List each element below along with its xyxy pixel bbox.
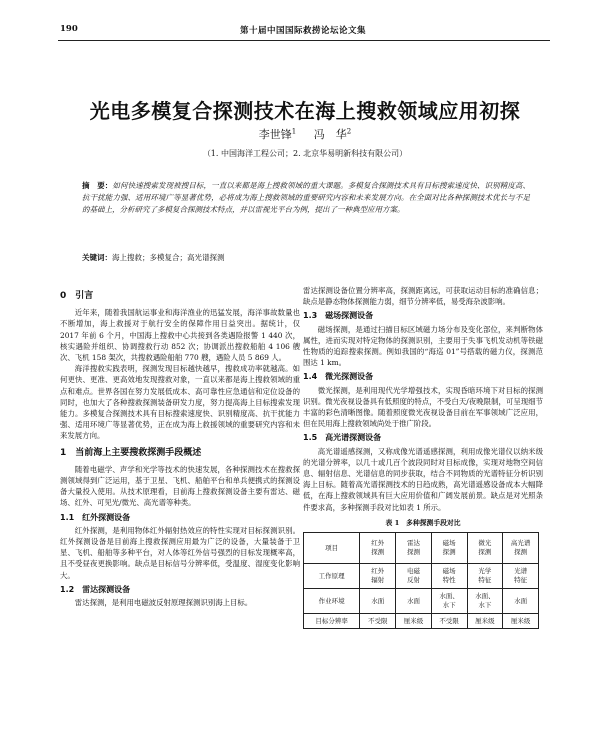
table-cell: 不受限 bbox=[360, 614, 396, 629]
table-row bbox=[304, 614, 539, 629]
table-cell: 光学 特征 bbox=[467, 564, 503, 589]
table-cell: 水面 bbox=[503, 589, 539, 614]
running-header bbox=[60, 24, 550, 38]
table-header-cell: 项目 bbox=[304, 533, 360, 564]
table-header-cell: 微光 探测 bbox=[467, 533, 503, 564]
table-cell: 厘米级 bbox=[396, 614, 432, 629]
table-header-cell: 红外 探测 bbox=[360, 533, 396, 564]
abstract bbox=[82, 180, 530, 217]
table-cell: 水面 bbox=[396, 589, 432, 614]
table-cell: 水面 bbox=[360, 589, 396, 614]
table-cell: 磁场 特性 bbox=[431, 564, 467, 589]
paragraph: 雷达探测，是利用电磁波反射原理探测识别海上目标。 bbox=[74, 598, 253, 608]
table-cell: 光谱 特征 bbox=[503, 564, 539, 589]
table-header-cell: 磁场 探测 bbox=[431, 533, 467, 564]
section-heading: 0 引言 bbox=[60, 291, 94, 301]
abstract-text: 如何快速搜索发现被搜目标，一直以来都是海上搜救领域的重大课题。多模复合探测技术具有目标搜索速度快、识别精度高、抗干扰能力强、适用环境广等显著优势，必将成为海上搜救领域的重要研究内容和未来发展方向。在全面对比各种探测技术优长与不足的基础上，分析研究了多模复合探测技术特点，并以雷视光平台为例，提出了一种典型应用方案。 bbox=[82, 181, 531, 215]
table-row bbox=[304, 589, 539, 614]
paragraph: 磁场探测，是通过扫描目标区域磁力场分布及变化部位，来判断物体属性，进而实现对特定物体的探测识别，主要用于失事飞机发动机等铁磁性物质的追踪搜索探测。例如我国的“海巡 01”号搭载的磁力仪，探测范围达 1 km。 bbox=[303, 324, 543, 368]
subsection-heading: 1.3 磁场探测设备 bbox=[303, 311, 374, 321]
abstract-label: 摘 要： bbox=[82, 181, 113, 190]
right-column bbox=[303, 285, 543, 629]
table-cell: 水面、 水下 bbox=[467, 589, 503, 614]
author-name: 冯 华 bbox=[313, 128, 347, 141]
page-number: 190 bbox=[60, 24, 78, 34]
comparison-table bbox=[303, 532, 539, 629]
authors bbox=[60, 126, 550, 142]
subsection-heading: 1.2 雷达探测设备 bbox=[60, 584, 131, 594]
paragraph: 随着电磁学、声学和光学等技术的快速发展，各种探测技术在搜救探测领域得到广泛运用，基于卫星、飞机、船舶平台和单兵便携式的探测设备大量投入使用。从技术原理看，目前海上搜救探测设备主要有雷达、磁场、红外、可见光/微光、高光谱等种类。 bbox=[60, 464, 300, 508]
paragraph: 红外探测，是利用物体红外辐射热效应的特性实现对目标探测识别。红外探测设备是目前海上搜救探测应用最为广泛的设备，大量装备于卫星、飞机、船舶等多种平台，对人体等红外信号强烈的目标发现概率高，且不受昼夜更换影响。缺点是目标信号分辨率低，受温度、湿度变化影响大。 bbox=[60, 525, 300, 580]
table-row bbox=[304, 564, 539, 589]
section-heading: 1 当前海上主要搜救探测手段概述 bbox=[60, 447, 202, 458]
keywords-label: 关键词： bbox=[82, 253, 112, 262]
paragraph: 微光探测，是利用现代光学增强技术，实现昏暗环境下对目标的探测识别。微光夜视设备具有低照度的特点，不受白天/夜晚限制，可呈现细节丰富的彩色清晰图像。随着照度微光夜视设备目前在军事领域广泛应用，但在民用海上搜救领域尚处于推广阶段。 bbox=[303, 385, 543, 429]
table-cell: 红外 辐射 bbox=[360, 564, 396, 589]
affiliations: （1. 中国海洋工程公司；2. 北京华易明新科技有限公司） bbox=[202, 149, 408, 158]
author-affil-mark: 1 bbox=[291, 127, 297, 136]
paper-title: 光电多模复合探测技术在海上搜救领域应用初探 bbox=[89, 99, 521, 123]
table-cell: 水面、 水下 bbox=[431, 589, 467, 614]
table-cell: 不受限 bbox=[431, 614, 467, 629]
subsection-heading: 1.1 红外探测设备 bbox=[60, 512, 131, 522]
journal-name: 第十届中国国际救捞论坛论文集 bbox=[240, 26, 367, 36]
paragraph: 高光谱遥感探测，又称成像光谱遥感探测，利用成像光谱仪以纳米级的光谱分辨率，以几十或几百个波段同时对目标成像，实现对地物空间信息、辐射信息、光谱信息的同步获取，结合不同物质的光谱特征分析识别海上目标。随着高光谱探测技术的日趋成熟，高光谱遥感设备成本大幅降低，在海上搜救领域具有巨大应用价值和广阔发展前景。缺点是对光照条件要求高，多种探测手段对比如表 1 所示。 bbox=[303, 446, 543, 512]
table-header-row bbox=[304, 533, 539, 564]
table-cell: 作业环境 bbox=[304, 589, 360, 614]
table-cell: 厘米级 bbox=[467, 614, 503, 629]
table-caption: 表 1 多种探测手段对比 bbox=[385, 518, 461, 527]
table-cell: 目标分辨率 bbox=[304, 614, 360, 629]
keywords-text: 海上搜救；多模复合；高光谱探测 bbox=[112, 253, 225, 262]
table-header-cell: 雷达 探测 bbox=[396, 533, 432, 564]
table-cell: 电磁 反射 bbox=[396, 564, 432, 589]
left-column bbox=[60, 285, 300, 608]
author-affil-mark: 2 bbox=[346, 127, 352, 136]
paragraph: 海洋搜救实践表明，探测发现目标越快越早，搜救成功率就越高。如何更快、更准、更高效地发现搜救对象，一直以来都是海上搜救领域的重点和难点。世界各国在努力发展低成本、高可靠性应急通信和定位设备的同时，也加大了各种搜救探测装备研发力度，努力提高海上目标搜索发现能力。多模复合探测技术具有目标搜索速度快、识别精度高、抗干扰能力强、适用环境广等显著优势，正在成为海上救援领域的重要研究内容和未来发展方向。 bbox=[60, 364, 300, 441]
subsection-heading: 1.4 微光探测设备 bbox=[303, 372, 374, 382]
author-name: 李世锋 bbox=[258, 128, 292, 141]
header-rule bbox=[58, 40, 550, 41]
keywords bbox=[82, 252, 530, 263]
subsection-heading: 1.5 高光谱探测设备 bbox=[303, 433, 382, 443]
table-header-cell: 高光谱 探测 bbox=[503, 533, 539, 564]
table-cell: 厘米级 bbox=[503, 614, 539, 629]
paragraph: 雷达探测设备位置分辨率高，探测距离远，可获取运动目标的准确信息；缺点是静态物体探测能力弱，细节分辨率低，易受海杂波影响。 bbox=[303, 286, 543, 307]
table-cell: 工作原理 bbox=[304, 564, 360, 589]
paragraph: 近年来，随着我国航运事业和海洋渔业的迅猛发展，海洋事故数量也不断增加，海上救援对于航行安全的保障作用日益突出。据统计，仅 2017 年前 6 个月，中国海上搜救中心共接到各类遇险报警 1 440 次，核实遇险并组织、协调搜救行动 852 次；协调派出搜救船舶 4 106 艘次、飞机 158 架次，共搜救遇险船舶 770 艘，遇险人员 5 869 人。 bbox=[60, 308, 300, 363]
